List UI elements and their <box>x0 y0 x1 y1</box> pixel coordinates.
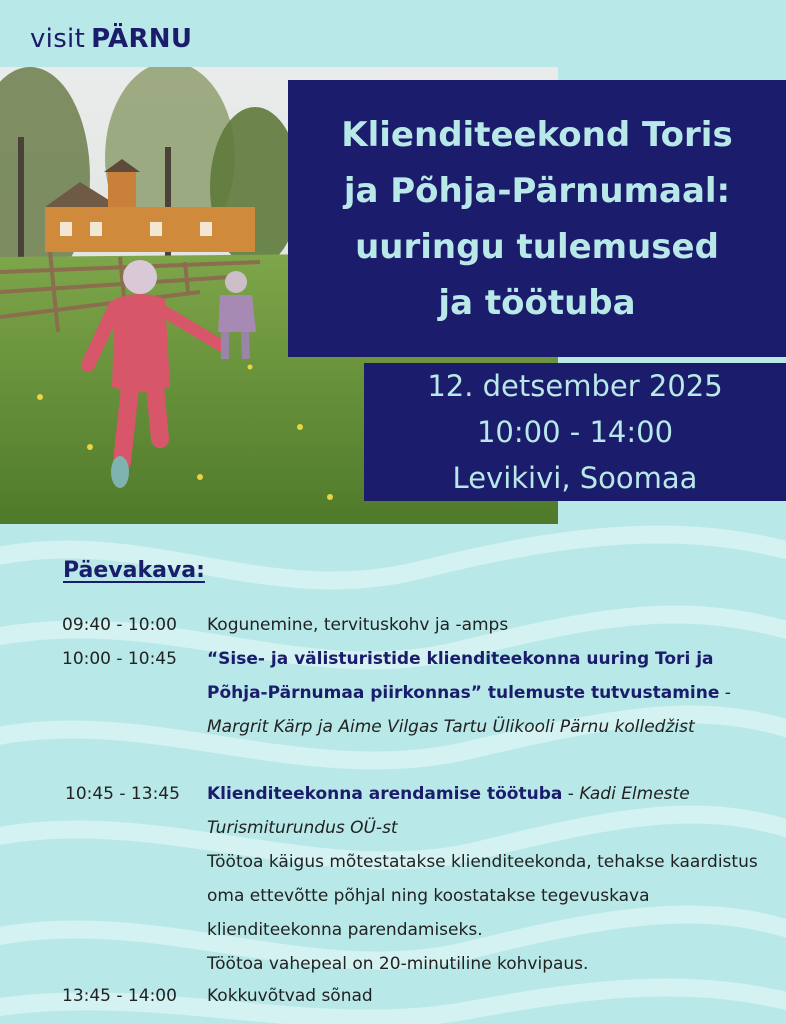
logo-visit-text: visit <box>30 24 86 54</box>
event-location: Levikivi, Soomaa <box>452 461 698 495</box>
agenda-talk-title: “Sise- ja välisturistide klienditeekonna uuring Tori ja Põhja-Pärnumaa piirkonnas” tulemuste tutvustamine <box>207 649 720 703</box>
agenda-description: Kogunemine, tervituskohv ja -amps <box>207 615 509 635</box>
title-line-3: uuringu tulemused <box>355 226 719 267</box>
event-title-box <box>288 80 786 357</box>
agenda-speakers: Margrit Kärp ja Aime Vilgas Tartu Ülikooli Pärnu kolledžist <box>207 717 695 737</box>
visit-parnu-logo <box>30 24 192 54</box>
agenda-workshop-description: Töötoa käigus mõtestatakse klienditeekonda, tehakse kaardistus oma ettevõtte põhjal ning koostatakse tegevuskava klienditeekonna parendamiseks. <box>207 852 758 940</box>
title-line-4: ja töötuba <box>438 282 636 323</box>
title-line-1: Klienditeekond Toris <box>341 114 733 155</box>
agenda-time: 10:00 - 10:45 <box>62 649 177 669</box>
agenda-speakers: Kadi Elmeste Turismiturundus OÜ-st <box>207 784 690 838</box>
event-info-box <box>364 363 786 501</box>
agenda-separator: - <box>719 683 731 703</box>
title-line-2: ja Põhja-Pärnumaal: <box>343 170 731 211</box>
agenda-description <box>207 642 767 744</box>
agenda-time: 13:45 - 14:00 <box>62 986 177 1006</box>
agenda-time: 09:40 - 10:00 <box>62 615 177 635</box>
event-date: 12. detsember 2025 <box>427 369 723 403</box>
agenda-talk-title: Klienditeekonna arendamise töötuba <box>207 784 563 804</box>
agenda-description <box>207 777 767 981</box>
agenda-heading: Päevakava: <box>63 558 205 583</box>
agenda-description: Kokkuvõtvad sõnad <box>207 986 373 1006</box>
agenda-separator: - <box>562 784 580 804</box>
agenda-coffee-break-note: Töötoa vahepeal on 20-minutiline kohvipaus. <box>207 954 589 974</box>
event-time: 10:00 - 14:00 <box>476 415 674 449</box>
agenda-time: 10:45 - 13:45 <box>65 784 180 804</box>
logo-brand-text: PÄRNU <box>91 24 193 54</box>
